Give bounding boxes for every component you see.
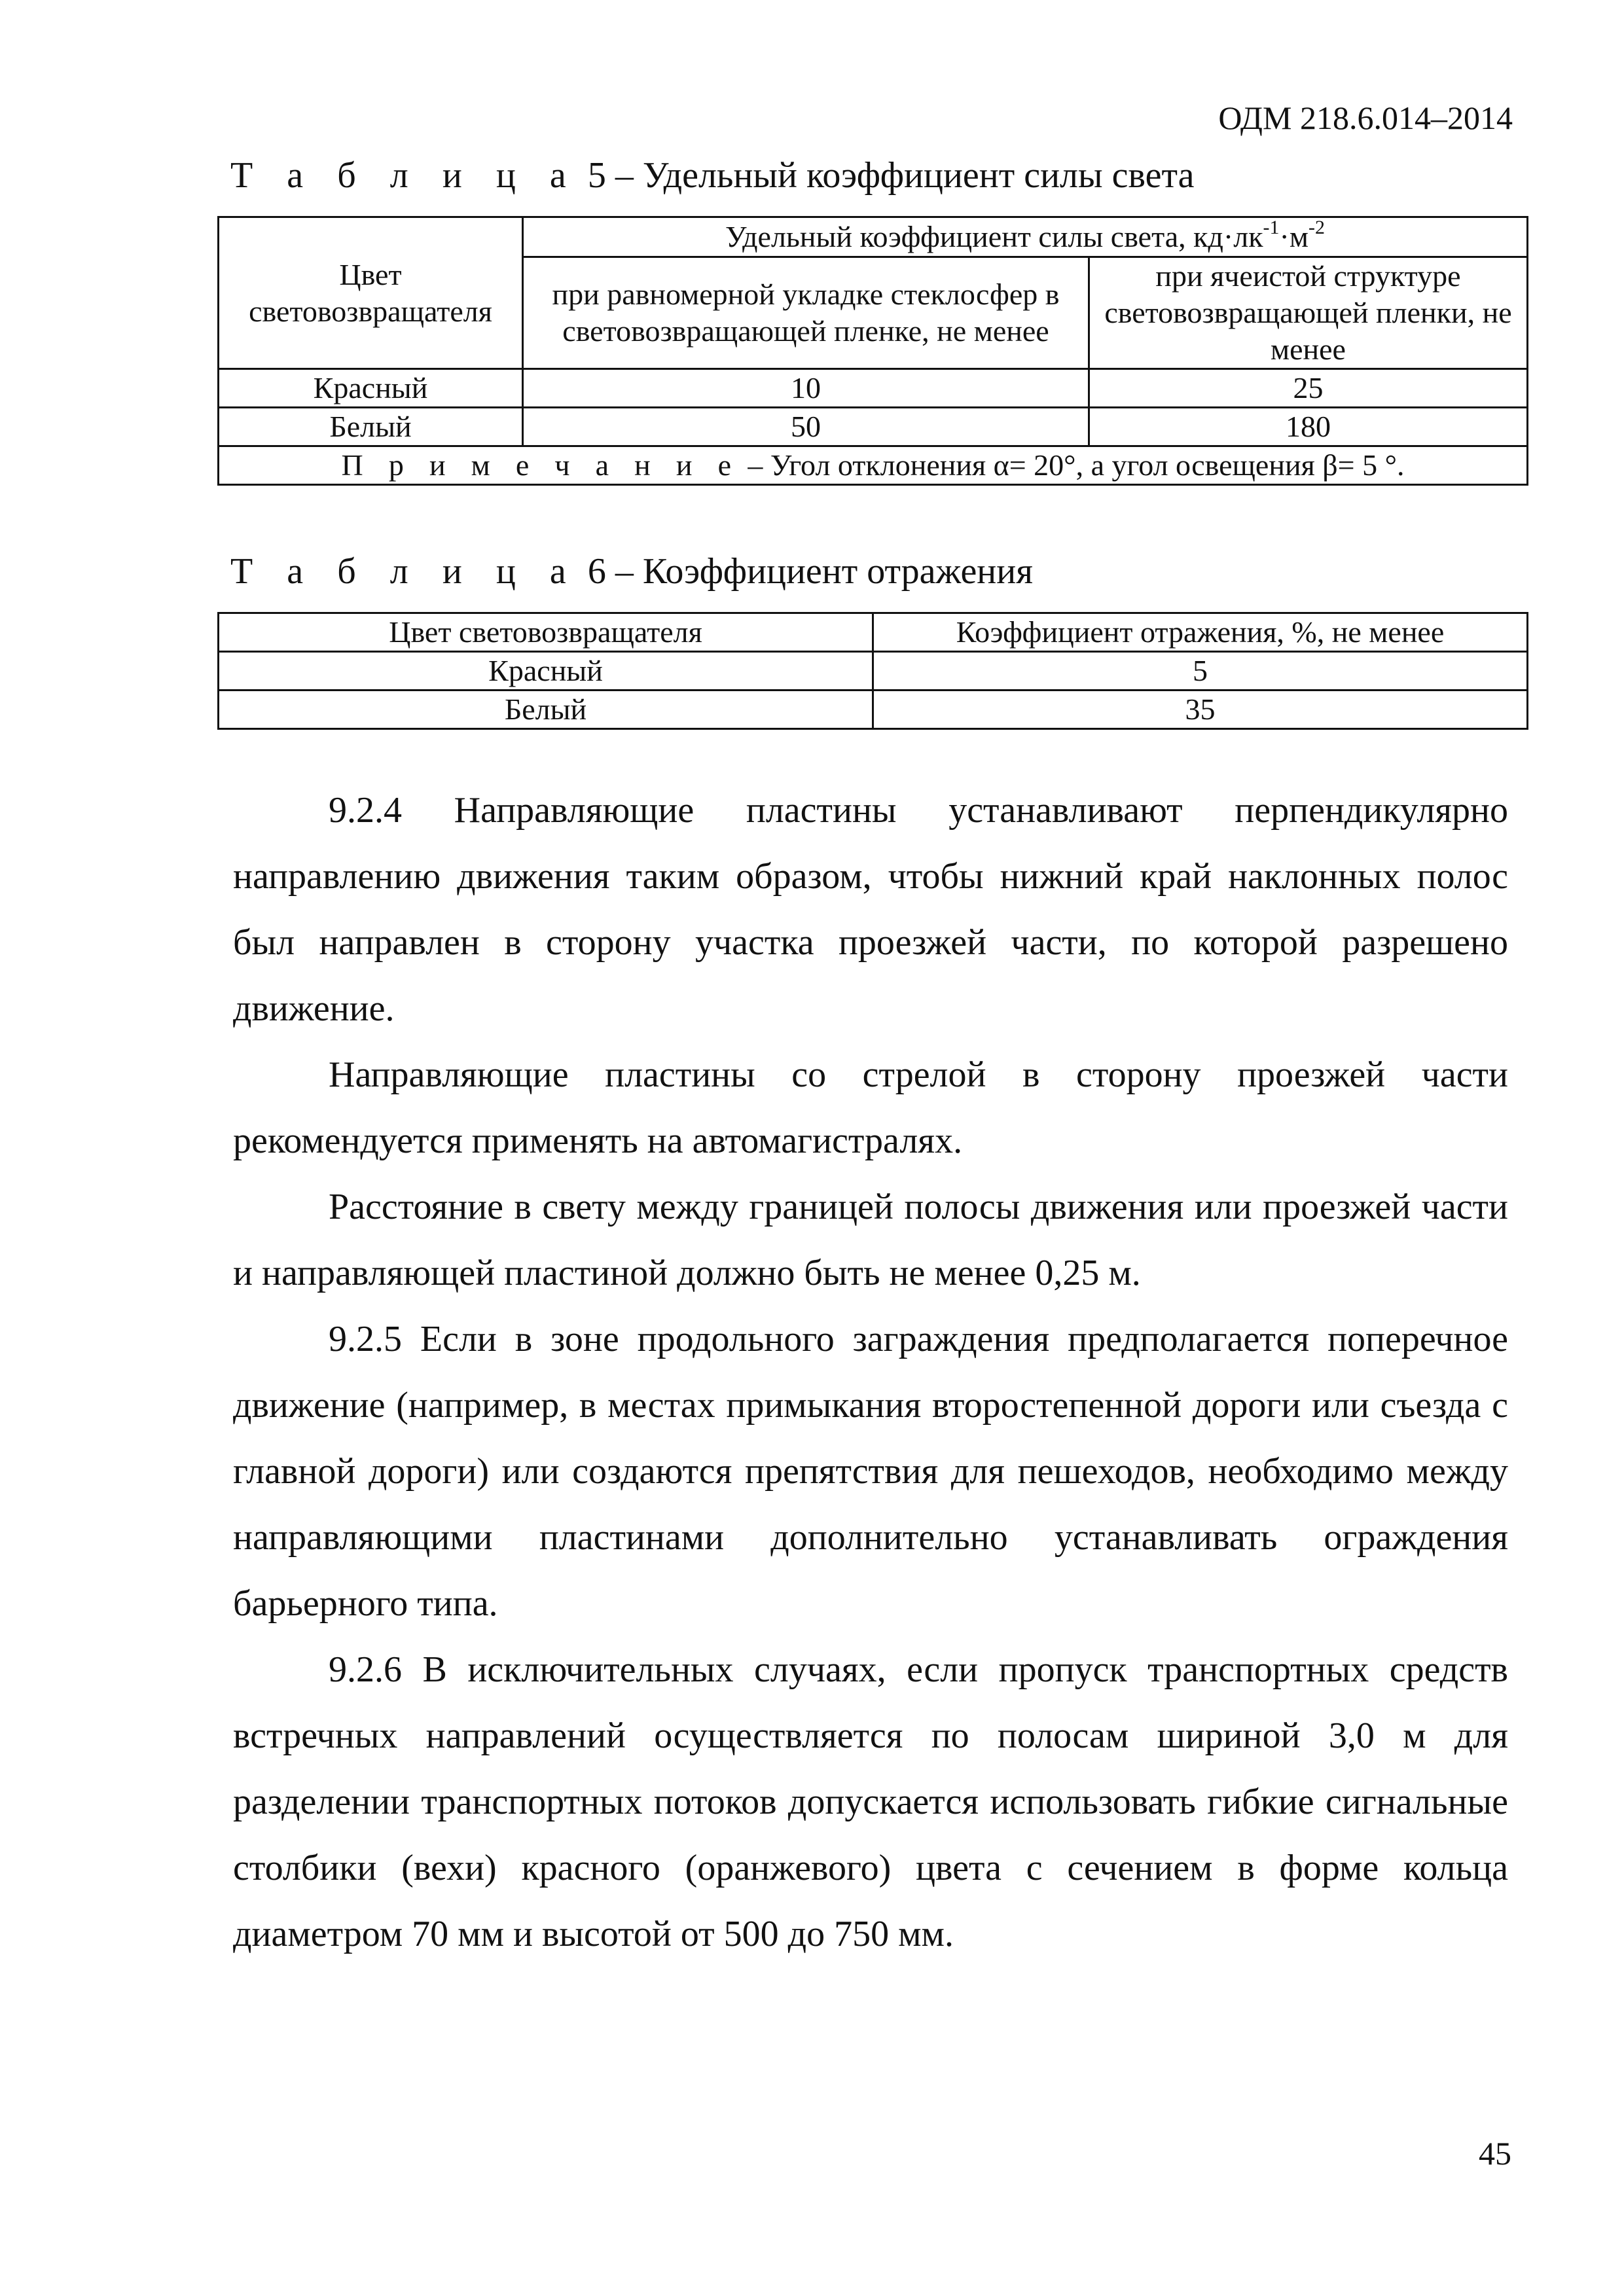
table-row <box>219 652 1528 691</box>
table5-note-word: П р и м е ч а н и е <box>341 448 740 482</box>
paragraph-distance: Расстояние в свету между границей полосы движения или проезжей части и направляющей пластиной должно быть не менее 0,25 м. <box>233 1187 1508 1293</box>
table6-cell-color: Белый <box>219 691 873 729</box>
table5-header-color <box>219 217 523 369</box>
table5-cell-color: Красный <box>219 369 523 408</box>
table-row <box>219 691 1528 729</box>
table5-header-cellular: при ячеистой структуре световозвращающей пленки, не менее <box>1089 257 1528 369</box>
table6-cell-value: 35 <box>873 691 1528 729</box>
table-row <box>219 369 1528 408</box>
paragraph-9-2-4: 9.2.4 Направляющие пластины устанавливают перпендикулярно направлению движения таким образом, чтобы нижний край наклонных полос был направлен в сторону участка проезжей части, по которой разрешено движение. <box>233 790 1508 1029</box>
table6-header-color: Цвет световозвращателя <box>219 613 873 652</box>
paragraph-plates-arrow: Направляющие пластины со стрелой в сторону проезжей части рекомендуется применять на автомагистралях. <box>233 1054 1508 1161</box>
table5-header-row-1 <box>219 217 1528 257</box>
table6-cell-color: Красный <box>219 652 873 691</box>
table5-group-header-sup1: -1 <box>1263 217 1280 238</box>
table5-caption-word: Т а б л и ц а <box>230 155 579 196</box>
table5-cell-cellular: 25 <box>1089 369 1528 408</box>
table-row <box>219 408 1528 446</box>
table6-cell-value: 5 <box>873 652 1528 691</box>
table5-note <box>219 446 1528 485</box>
paragraph-9-2-5: 9.2.5 Если в зоне продольного заграждения предполагается поперечное движение (например, в местах примыкания второстепенной дороги или съезда с главной дороги) или создаются препятствия для пешеходов, необходимо между направляющими пластинами дополнительно устанавливать ограждения барьерного типа. <box>233 1319 1508 1624</box>
table5-cell-uniform: 10 <box>523 369 1089 408</box>
document-code: ОДМ 218.6.014–2014 <box>1218 99 1513 136</box>
table5-cell-uniform: 50 <box>523 408 1089 446</box>
table5-group-header-mid: ·м <box>1279 220 1308 253</box>
table6-caption-text: 6 – Коэффициент отражения <box>578 551 1034 592</box>
table5-caption-text: 5 – Удельный коэффициент силы света <box>578 155 1195 196</box>
table6-caption-word: Т а б л и ц а <box>230 551 579 592</box>
table5-group-header-text: Удельный коэффициент силы света, кд·лк <box>725 220 1263 253</box>
body-text <box>233 778 1508 1967</box>
table6-caption <box>230 550 1033 593</box>
table6-header-value: Коэффициент отражения, %, не менее <box>873 613 1528 652</box>
table5-cell-color: Белый <box>219 408 523 446</box>
table5-note-row <box>219 446 1528 485</box>
table6-header-row <box>219 613 1528 652</box>
table5-header-color-text: Цвет световозвращателя <box>249 257 492 328</box>
table5 <box>217 216 1528 486</box>
paragraph-9-2-6: 9.2.6 В исключительных случаях, если пропуск транспортных средств встречных направлений осуществляется по полосам шириной 3,0 м для разделении транспортных потоков допускается использовать гибкие сигнальные столбики (вехи) красного (оранжевого) цвета с сечением в форме кольца диаметром 70 мм и высотой от 500 до 750 мм. <box>233 1649 1508 1954</box>
table5-cell-cellular: 180 <box>1089 408 1528 446</box>
table5-caption <box>230 154 1194 197</box>
table5-group-header-sup2: -2 <box>1308 217 1325 238</box>
table6 <box>217 612 1528 730</box>
table5-note-text: – Угол отклонения α= 20°, а угол освещения β= 5 °. <box>740 448 1405 482</box>
table5-header-uniform: при равномерной укладке стеклосфер в световозвращающей пленке, не менее <box>523 257 1089 369</box>
table5-group-header <box>523 217 1528 257</box>
page-number: 45 <box>1479 2135 1511 2172</box>
